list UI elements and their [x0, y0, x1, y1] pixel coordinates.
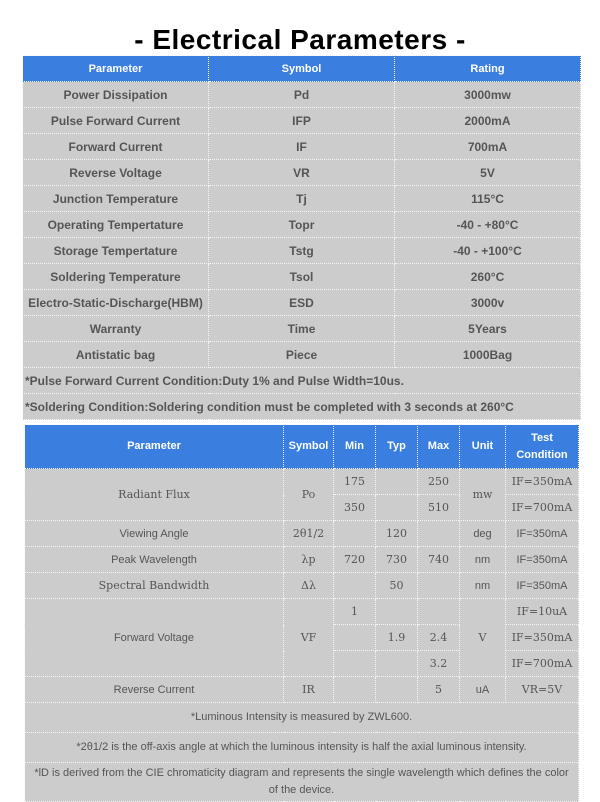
cell-min: 175	[334, 469, 376, 495]
cell-parameter: Viewing Angle	[25, 521, 284, 547]
header-symbol: Symbol	[209, 56, 395, 82]
page-title: - Electrical Parameters -	[134, 24, 466, 55]
cell-parameter: Soldering Temperature	[23, 264, 209, 290]
cell-typ: 50	[376, 573, 418, 599]
cell-max	[418, 599, 460, 625]
table-row	[23, 160, 581, 186]
cell-test: IF=350mA	[506, 469, 579, 495]
cell-symbol: Tstg	[209, 238, 395, 264]
cell-unit: mw	[460, 469, 506, 521]
cell-test: IF=350mA	[506, 573, 579, 599]
table-row	[25, 677, 579, 703]
cell-parameter: Warranty	[23, 316, 209, 342]
note-row	[25, 703, 579, 733]
cell-parameter: Power Dissipation	[23, 82, 209, 108]
cell-symbol: VF	[284, 599, 334, 677]
cell-typ	[376, 677, 418, 703]
cell-test: IF=10uA	[506, 599, 579, 625]
cell-max: 740	[418, 547, 460, 573]
cell-rating: 2000mA	[395, 108, 581, 134]
cell-max: 3.2	[418, 651, 460, 677]
cell-parameter: Pulse Forward Current	[23, 108, 209, 134]
cell-parameter: Junction Temperature	[23, 186, 209, 212]
cell-symbol: Tsol	[209, 264, 395, 290]
cell-parameter: Storage Tempertature	[23, 238, 209, 264]
cell-symbol: Topr	[209, 212, 395, 238]
cell-parameter: Operating Tempertature	[23, 212, 209, 238]
cell-symbol: Po	[284, 469, 334, 521]
cell-max: 510	[418, 495, 460, 521]
cell-min	[334, 625, 376, 651]
cell-symbol: Tj	[209, 186, 395, 212]
table-row	[23, 342, 581, 368]
table-row	[23, 212, 581, 238]
cell-min	[334, 521, 376, 547]
table-row	[25, 573, 579, 599]
table-header-row	[25, 425, 579, 469]
cell-min	[334, 677, 376, 703]
cell-symbol: Δλ	[284, 573, 334, 599]
cell-max: 2.4	[418, 625, 460, 651]
cell-parameter: Forward Current	[23, 134, 209, 160]
table-row	[23, 108, 581, 134]
cell-parameter: Radiant Flux	[25, 469, 284, 521]
cell-typ	[376, 495, 418, 521]
cell-unit: V	[460, 599, 506, 677]
note-row	[23, 368, 581, 394]
note-soldering-condition: *Soldering Condition:Soldering condition must be completed with 3 seconds at 260°C	[23, 394, 581, 420]
cell-min	[334, 573, 376, 599]
header-typ: Typ	[376, 425, 418, 469]
cell-test: VR=5V	[506, 677, 579, 703]
cell-parameter: Electro-Static-Discharge(HBM)	[23, 290, 209, 316]
header-test-line2: Condition	[516, 448, 568, 461]
cell-min: 1	[334, 599, 376, 625]
cell-min: 720	[334, 547, 376, 573]
cell-typ: 120	[376, 521, 418, 547]
cell-max: 250	[418, 469, 460, 495]
cell-typ: 1.9	[376, 625, 418, 651]
table-row	[23, 186, 581, 212]
cell-parameter: Peak Wavelength	[25, 547, 284, 573]
cell-symbol: IFP	[209, 108, 395, 134]
cell-symbol: ESD	[209, 290, 395, 316]
cell-typ: 730	[376, 547, 418, 573]
cell-test: IF=350mA	[506, 625, 579, 651]
header-max: Max	[418, 425, 460, 469]
cell-min: 350	[334, 495, 376, 521]
table-row	[23, 316, 581, 342]
cell-rating: 700mA	[395, 134, 581, 160]
header-rating: Rating	[395, 56, 581, 82]
note-row	[25, 733, 579, 763]
cell-typ	[376, 599, 418, 625]
header-min: Min	[334, 425, 376, 469]
header-symbol: Symbol	[284, 425, 334, 469]
table-row	[23, 82, 581, 108]
table-row	[25, 469, 579, 495]
cell-test: IF=700mA	[506, 651, 579, 677]
cell-symbol: IF	[209, 134, 395, 160]
cell-parameter: Reverse Current	[25, 677, 284, 703]
cell-max	[418, 573, 460, 599]
cell-symbol: Piece	[209, 342, 395, 368]
table-header-row	[23, 56, 581, 82]
cell-symbol: λp	[284, 547, 334, 573]
cell-symbol: Time	[209, 316, 395, 342]
note-row	[23, 394, 581, 420]
cell-rating: 3000v	[395, 290, 581, 316]
cell-rating: -40 - +100°C	[395, 238, 581, 264]
cell-parameter: Antistatic bag	[23, 342, 209, 368]
cell-rating: 5Years	[395, 316, 581, 342]
table-row	[25, 521, 579, 547]
cell-min	[334, 651, 376, 677]
cell-symbol: Pd	[209, 82, 395, 108]
cell-rating: 115°C	[395, 186, 581, 212]
cell-max	[418, 521, 460, 547]
header-parameter: Parameter	[23, 56, 209, 82]
note-dominant-wavelength: *lD is derived from the CIE chromaticity diagram and represents the single wavelength which defines the color of the device.	[25, 763, 579, 802]
header-test-line1: Test	[531, 431, 553, 444]
cell-test: IF=350mA	[506, 547, 579, 573]
table-row	[25, 547, 579, 573]
note-pulse-forward-current: *Pulse Forward Current Condition:Duty 1% and Pulse Width=10us.	[23, 368, 581, 394]
table-row	[23, 264, 581, 290]
header-test-condition	[506, 425, 579, 469]
characteristics-table	[24, 424, 579, 802]
header-parameter: Parameter	[25, 425, 284, 469]
ratings-table	[22, 55, 581, 420]
cell-unit: deg	[460, 521, 506, 547]
cell-test: IF=700mA	[506, 495, 579, 521]
cell-parameter: Spectral Bandwidth	[25, 573, 284, 599]
cell-rating: 5V	[395, 160, 581, 186]
cell-unit: nm	[460, 573, 506, 599]
cell-parameter: Forward Voltage	[25, 599, 284, 677]
header-unit: Unit	[460, 425, 506, 469]
cell-max: 5	[418, 677, 460, 703]
cell-test: IF=350mA	[506, 521, 579, 547]
table-row	[25, 599, 579, 625]
table-row	[23, 134, 581, 160]
cell-unit: nm	[460, 547, 506, 573]
cell-symbol: IR	[284, 677, 334, 703]
cell-rating: 260°C	[395, 264, 581, 290]
cell-symbol: 2θ1/2	[284, 521, 334, 547]
cell-typ	[376, 651, 418, 677]
cell-symbol: VR	[209, 160, 395, 186]
note-viewing-angle: *2θ1/2 is the off-axis angle at which the luminous intensity is half the axial luminous intensity.	[25, 733, 579, 763]
cell-typ	[376, 469, 418, 495]
note-row	[25, 763, 579, 802]
note-luminous-intensity: *Luminous Intensity is measured by ZWL600.	[25, 703, 579, 733]
cell-rating: 1000Bag	[395, 342, 581, 368]
cell-parameter: Reverse Voltage	[23, 160, 209, 186]
cell-unit: uA	[460, 677, 506, 703]
table-row	[23, 290, 581, 316]
table-row	[23, 238, 581, 264]
cell-rating: -40 - +80°C	[395, 212, 581, 238]
cell-rating: 3000mw	[395, 82, 581, 108]
